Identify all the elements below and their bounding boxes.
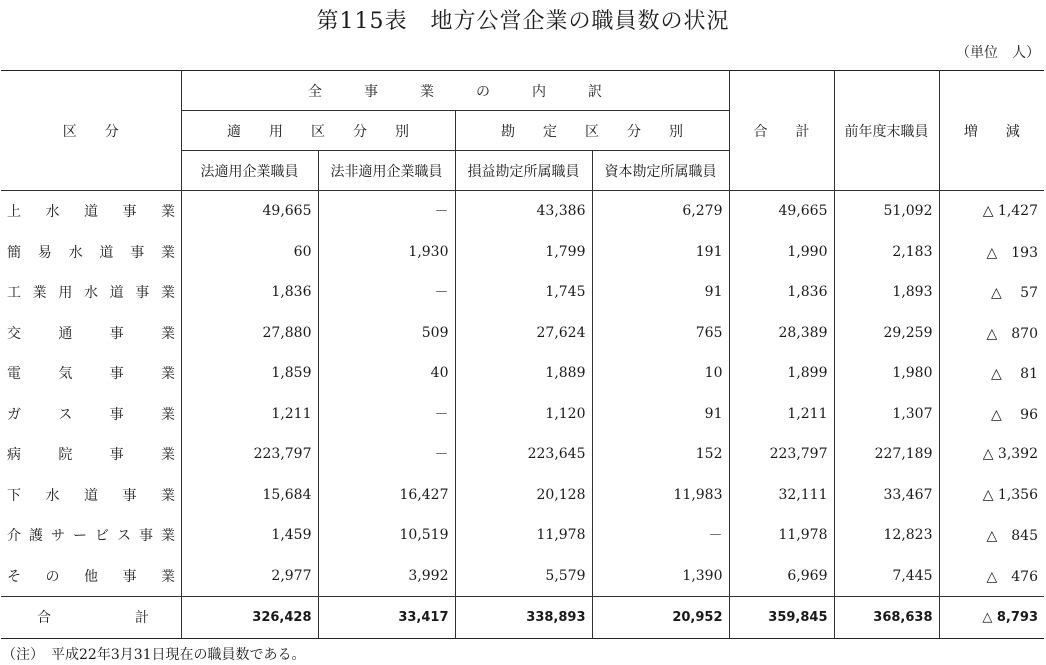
cell-prev-year: 368,638 [834,597,939,639]
row-label-char: 道 [99,244,114,261]
row-label-char: 気 [58,366,73,383]
cell-non-applied: 40 [318,353,455,394]
cell-profit-loss: 5,579 [455,556,592,597]
cell-applied: 1,459 [181,515,318,556]
row-label-char: 事 [109,366,124,383]
row-label [1,475,181,516]
cell-change: △ 870 [939,313,1044,354]
cell-non-applied: 16,427 [318,475,455,516]
unit-label: （単位 人） [956,45,1040,61]
cell-profit-loss: 20,128 [455,475,592,516]
row-label-char: 他 [84,568,98,585]
cell-profit-loss: 27,624 [455,313,592,354]
cell-non-applied: 33,417 [318,597,455,639]
cell-non-applied: － [318,434,455,475]
cell-profit-loss: 1,889 [455,353,592,394]
row-label [1,394,181,435]
row-label-char: 合 [37,610,51,627]
row-label-char: そ [7,568,21,585]
row-label-char: 水 [45,204,60,221]
table-row [1,394,1044,435]
cell-total: 1,836 [729,272,834,313]
header-total: 合 計 [729,71,834,191]
row-label-char: 業 [160,366,175,383]
cell-applied: 49,665 [181,191,318,232]
header-col-applied: 法適用企業職員 [181,151,318,191]
cell-prev-year: 1,980 [834,353,939,394]
cell-profit-loss: 1,745 [455,272,592,313]
total-row [1,597,1044,639]
row-label-char: 工 [7,285,21,302]
cell-prev-year: 33,467 [834,475,939,516]
cell-capital: 91 [592,394,729,435]
row-label-char: 業 [161,568,175,585]
row-label [1,272,181,313]
row-label-char: の [45,568,60,585]
row-label-char: ス [117,528,131,545]
cell-prev-year: 29,259 [834,313,939,354]
cell-applied: 27,880 [181,313,318,354]
cell-change: △ 1,356 [939,475,1044,516]
row-label-char: 介 [7,528,21,545]
cell-change: △ 845 [939,515,1044,556]
row-label-char: 事 [122,204,137,221]
row-label-char: ー [73,528,87,545]
table-row [1,232,1044,273]
row-label-char: 事 [139,528,153,545]
row-label-char: サ [51,528,65,545]
row-label-char: 業 [161,487,175,504]
cell-profit-loss: 338,893 [455,597,592,639]
header-kubun: 区 分 [1,71,181,191]
cell-total: 1,990 [729,232,834,273]
table-row [1,191,1044,232]
cell-capital: 11,983 [592,475,729,516]
row-label-char: 事 [109,406,124,423]
cell-prev-year: 1,307 [834,394,939,435]
header-prev-year: 前年度末職員 [834,71,939,191]
cell-applied: 2,977 [181,556,318,597]
row-label-char: 水 [83,285,98,302]
cell-prev-year: 1,893 [834,272,939,313]
table-row [1,515,1044,556]
cell-prev-year: 227,189 [834,434,939,475]
row-label-char: 事 [130,244,145,261]
cell-total: 223,797 [729,434,834,475]
row-label-char: 事 [122,568,137,585]
row-label-char: 下 [7,487,21,504]
table-row [1,556,1044,597]
cell-capital: 191 [592,232,729,273]
row-label-char: 業 [161,528,175,545]
row-label-char: ガ [7,406,21,423]
row-label-char: 道 [109,285,124,302]
cell-applied: 1,836 [181,272,318,313]
cell-capital: 152 [592,434,729,475]
cell-capital: 6,279 [592,191,729,232]
table-row [1,272,1044,313]
header-col-profit-loss: 損益勘定所属職員 [455,151,592,191]
cell-total: 359,845 [729,597,834,639]
row-label-char: 事 [109,447,124,464]
row-label-char: 院 [58,447,73,464]
row-label-char: 易 [37,244,52,261]
row-label-char: 交 [7,325,21,342]
header-breakdown: 全 事 業 の 内 訳 [181,71,729,111]
row-label-char: 電 [7,366,21,383]
row-label-char: 水 [68,244,83,261]
cell-non-applied: 3,992 [318,556,455,597]
cell-profit-loss: 1,799 [455,232,592,273]
row-label-char: 簡 [7,244,21,261]
cell-change: △ 57 [939,272,1044,313]
cell-change: △ 3,392 [939,434,1044,475]
cell-change: △ 476 [939,556,1044,597]
cell-total: 1,211 [729,394,834,435]
cell-change: △ 1,427 [939,191,1044,232]
cell-total: 32,111 [729,475,834,516]
cell-non-applied: 1,930 [318,232,455,273]
cell-prev-year: 2,183 [834,232,939,273]
row-label [1,232,181,273]
header-col-non-applied: 法非適用企業職員 [318,151,455,191]
row-label [1,597,181,639]
row-label [1,515,181,556]
cell-total: 11,978 [729,515,834,556]
table-row [1,475,1044,516]
row-label-char: 業 [160,447,175,464]
row-label-char: 業 [32,285,47,302]
row-label-char: 事 [135,285,150,302]
cell-total: 6,969 [729,556,834,597]
cell-non-applied: 509 [318,313,455,354]
row-label-char: 上 [7,204,21,221]
cell-change: △ 193 [939,232,1044,273]
cell-total: 28,389 [729,313,834,354]
row-label-char: 業 [160,285,175,302]
row-label-char: 計 [135,610,149,627]
row-label-char: 事 [109,325,124,342]
cell-prev-year: 51,092 [834,191,939,232]
cell-non-applied: － [318,272,455,313]
cell-non-applied: － [318,191,455,232]
row-label [1,353,181,394]
header-application-class: 適 用 区 分 別 [181,111,455,151]
cell-change: △ 81 [939,353,1044,394]
row-label-char: 病 [7,447,21,464]
cell-capital: 91 [592,272,729,313]
row-label-char: 護 [29,528,43,545]
cell-applied: 60 [181,232,318,273]
cell-prev-year: 7,445 [834,556,939,597]
table-row [1,434,1044,475]
row-label-char: 用 [58,285,73,302]
cell-capital: 765 [592,313,729,354]
cell-capital: 20,952 [592,597,729,639]
row-label [1,434,181,475]
cell-profit-loss: 1,120 [455,394,592,435]
header-account-class: 勘 定 区 分 別 [455,111,729,151]
staff-table [1,70,1044,639]
row-label-char: ス [58,406,73,423]
cell-profit-loss: 223,645 [455,434,592,475]
header-change: 増 減 [939,71,1044,191]
cell-change: △ 8,793 [939,597,1044,639]
row-label-char: ビ [95,528,109,545]
row-label [1,556,181,597]
row-label-char: 水 [45,487,60,504]
cell-profit-loss: 43,386 [455,191,592,232]
row-label-char: 道 [84,487,98,504]
cell-non-applied: 10,519 [318,515,455,556]
cell-total: 1,899 [729,353,834,394]
row-label-char: 業 [160,244,175,261]
row-label-char: 通 [58,325,73,342]
cell-capital: 10 [592,353,729,394]
row-label-char: 道 [84,204,98,221]
cell-total: 49,665 [729,191,834,232]
row-label [1,313,181,354]
cell-change: △ 96 [939,394,1044,435]
cell-applied: 15,684 [181,475,318,516]
cell-prev-year: 12,823 [834,515,939,556]
row-label-char: 業 [160,325,175,342]
cell-capital: 1,390 [592,556,729,597]
footnote: （注） 平成22年3月31日現在の職員数である。 [2,647,306,663]
cell-applied: 223,797 [181,434,318,475]
cell-capital: － [592,515,729,556]
row-label [1,191,181,232]
table-row [1,313,1044,354]
table-row [1,353,1044,394]
row-label-char: 事 [122,487,137,504]
row-label-char: 業 [160,406,175,423]
cell-applied: 326,428 [181,597,318,639]
header-col-capital: 資本勘定所属職員 [592,151,729,191]
cell-applied: 1,859 [181,353,318,394]
cell-applied: 1,211 [181,394,318,435]
cell-profit-loss: 11,978 [455,515,592,556]
cell-non-applied: － [318,394,455,435]
row-label-char: 業 [161,204,175,221]
table-title: 第115表 地方公営企業の職員数の状況 [316,9,730,34]
